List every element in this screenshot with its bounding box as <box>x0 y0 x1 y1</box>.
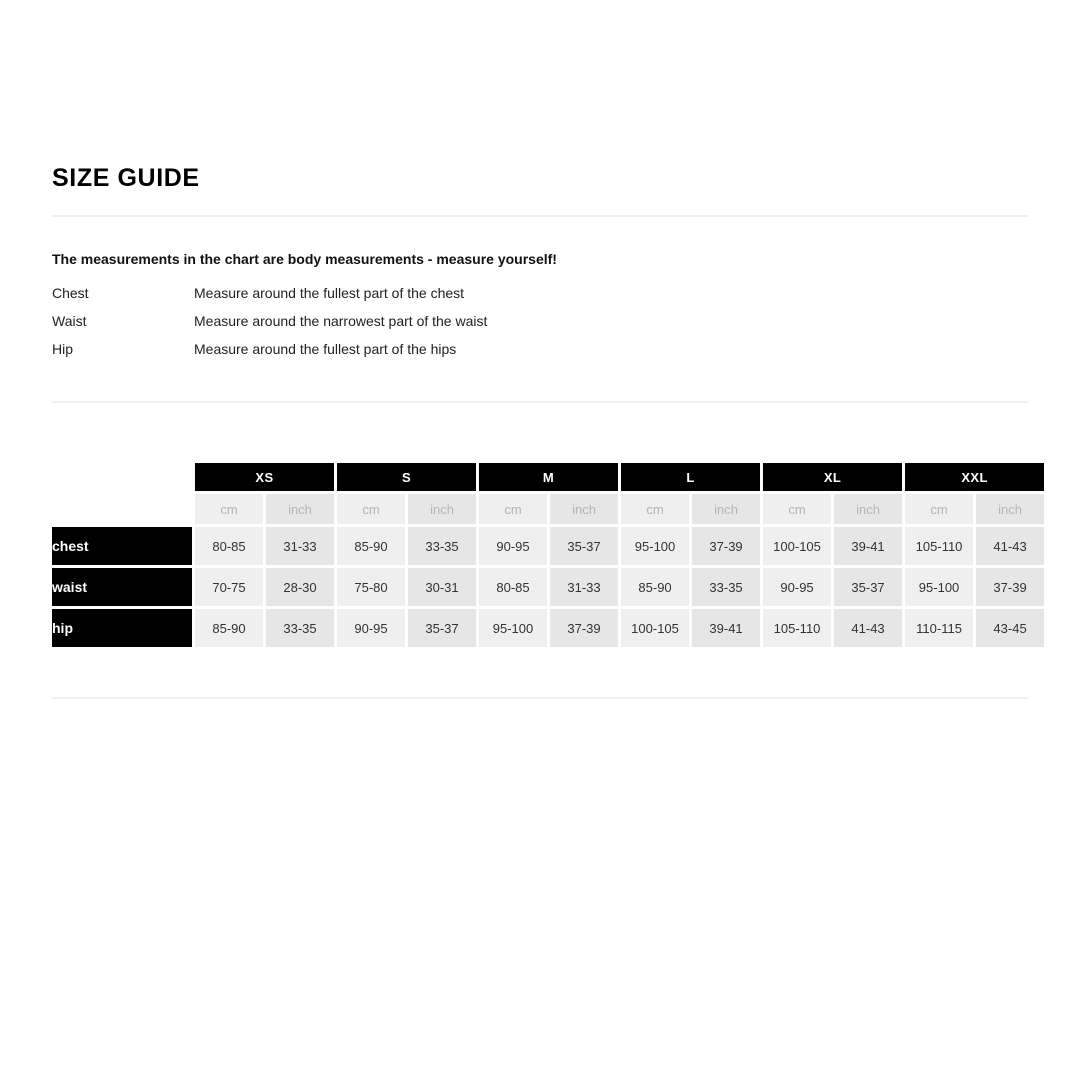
intro-text: The measurements in the chart are body measurements - measure yourself! <box>52 251 557 267</box>
measurement-row <box>52 313 1028 329</box>
cell-waist-xxl-inch: 37-39 <box>976 568 1044 606</box>
row-label-chest: chest <box>52 527 192 565</box>
cell-hip-l-inch: 39-41 <box>692 609 760 647</box>
cell-chest-s-cm: 85-90 <box>337 527 405 565</box>
cell-hip-xs-inch: 33-35 <box>266 609 334 647</box>
cell-hip-m-cm: 95-100 <box>479 609 547 647</box>
measurement-description: Measure around the fullest part of the hips <box>194 341 457 357</box>
cell-waist-m-inch: 31-33 <box>550 568 618 606</box>
measurement-label: Hip <box>52 341 74 357</box>
divider-bottom <box>52 697 1028 699</box>
unit-cm: cm <box>479 494 547 524</box>
cell-chest-l-inch: 37-39 <box>692 527 760 565</box>
cell-waist-s-inch: 30-31 <box>408 568 476 606</box>
cell-waist-l-cm: 85-90 <box>621 568 689 606</box>
cell-hip-l-cm: 100-105 <box>621 609 689 647</box>
unit-cm: cm <box>905 494 973 524</box>
size-header-xxl: XXL <box>905 463 1044 491</box>
size-chart-table <box>49 460 1047 650</box>
measurement-row <box>52 341 1028 357</box>
table-row <box>52 568 1044 606</box>
cell-chest-l-cm: 95-100 <box>621 527 689 565</box>
cell-hip-xl-inch: 41-43 <box>834 609 902 647</box>
cell-hip-s-inch: 35-37 <box>408 609 476 647</box>
measurement-description: Measure around the fullest part of the chest <box>194 285 465 301</box>
divider-middle <box>52 401 1028 403</box>
measurement-label: Waist <box>52 313 87 329</box>
unit-inch: inch <box>550 494 618 524</box>
cell-hip-xl-cm: 105-110 <box>763 609 831 647</box>
page-title: SIZE GUIDE <box>52 164 200 192</box>
unit-inch: inch <box>408 494 476 524</box>
cell-waist-l-inch: 33-35 <box>692 568 760 606</box>
cell-hip-s-cm: 90-95 <box>337 609 405 647</box>
measurement-description: Measure around the narrowest part of the waist <box>194 313 488 329</box>
cell-chest-xs-cm: 80-85 <box>195 527 263 565</box>
size-header-xl: XL <box>763 463 902 491</box>
cell-hip-xxl-cm: 110-115 <box>905 609 973 647</box>
cell-hip-xxl-inch: 43-45 <box>976 609 1044 647</box>
size-header-l: L <box>621 463 760 491</box>
size-header-m: M <box>479 463 618 491</box>
cell-chest-xl-cm: 100-105 <box>763 527 831 565</box>
unit-cm: cm <box>195 494 263 524</box>
size-header-s: S <box>337 463 476 491</box>
unit-inch: inch <box>976 494 1044 524</box>
size-header-row <box>52 463 1044 491</box>
measurement-label: Chest <box>52 285 89 301</box>
cell-chest-xl-inch: 39-41 <box>834 527 902 565</box>
unit-inch: inch <box>692 494 760 524</box>
cell-chest-s-inch: 33-35 <box>408 527 476 565</box>
table-row <box>52 527 1044 565</box>
cell-chest-xxl-inch: 41-43 <box>976 527 1044 565</box>
cell-chest-xs-inch: 31-33 <box>266 527 334 565</box>
cell-waist-s-cm: 75-80 <box>337 568 405 606</box>
cell-waist-xl-cm: 90-95 <box>763 568 831 606</box>
cell-chest-m-cm: 90-95 <box>479 527 547 565</box>
measurement-row <box>52 285 1028 301</box>
unit-cm: cm <box>763 494 831 524</box>
measurement-definitions <box>52 285 1028 357</box>
table-corner <box>52 494 192 524</box>
size-header-xs: XS <box>195 463 334 491</box>
cell-waist-m-cm: 80-85 <box>479 568 547 606</box>
row-label-waist: waist <box>52 568 192 606</box>
unit-header-row <box>52 494 1044 524</box>
cell-chest-m-inch: 35-37 <box>550 527 618 565</box>
cell-hip-xs-cm: 85-90 <box>195 609 263 647</box>
size-chart-container <box>52 460 1028 650</box>
table-corner <box>52 463 192 491</box>
cell-chest-xxl-cm: 105-110 <box>905 527 973 565</box>
divider-top <box>52 215 1028 217</box>
cell-waist-xxl-cm: 95-100 <box>905 568 973 606</box>
unit-inch: inch <box>834 494 902 524</box>
cell-hip-m-inch: 37-39 <box>550 609 618 647</box>
cell-waist-xs-cm: 70-75 <box>195 568 263 606</box>
unit-cm: cm <box>621 494 689 524</box>
cell-waist-xl-inch: 35-37 <box>834 568 902 606</box>
row-label-hip: hip <box>52 609 192 647</box>
table-row <box>52 609 1044 647</box>
size-guide-content <box>52 164 1028 699</box>
unit-inch: inch <box>266 494 334 524</box>
unit-cm: cm <box>337 494 405 524</box>
cell-waist-xs-inch: 28-30 <box>266 568 334 606</box>
